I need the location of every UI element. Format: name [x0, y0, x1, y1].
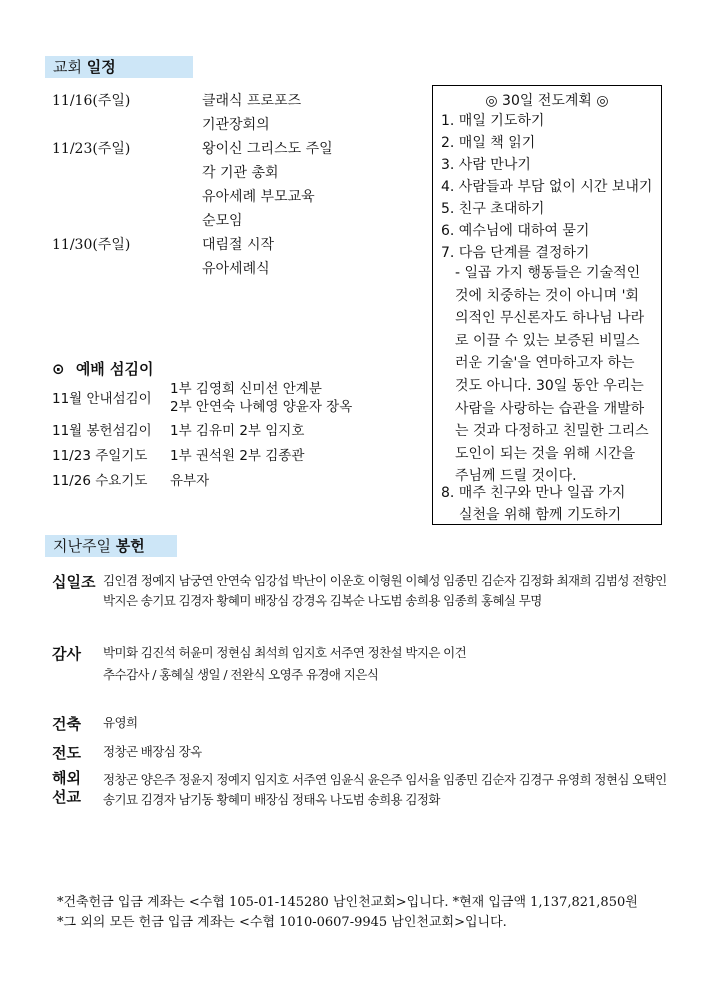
schedule-item: 왕이신 그리스도 주일 [202, 141, 333, 157]
schedule-item: 순모임 [202, 213, 243, 229]
schedule-date: 11/30(주일) [52, 237, 131, 253]
worship-names: 2부 안연숙 나혜영 양윤자 장옥 [170, 399, 353, 415]
offering-names: 김인겸 정예지 남궁연 안연숙 임강섭 박난이 이운호 이형원 이혜성 임종민 김순자 김정화 최재희 김범성 전향인 [103, 573, 667, 588]
offering-label-thanks: 감사 [52, 645, 81, 663]
offering-names: 박미화 김진석 허윤미 정현심 최석희 임지호 서주연 정찬설 박지은 이건 [103, 645, 467, 660]
worship-names: 1부 김영희 신미선 안계분 [170, 381, 322, 397]
plan-paragraph-line: 것도 아니다. 30일 동안 우리는 [455, 377, 644, 394]
offering-label-evangelism: 전도 [52, 744, 81, 762]
offering-names: 정창곤 양은주 정윤지 정예지 임지호 서주연 임윤식 윤은주 임서율 임종민 김순자 김경구 유영희 정현심 오택인 [103, 772, 667, 787]
plan-paragraph-line: 로 이끌 수 있는 보증된 비밀스 [455, 332, 640, 349]
plan-item-continuation: 실천을 위해 함께 기도하기 [459, 507, 622, 523]
offering-names: 송기묘 김경자 남기동 황혜미 배장심 정태옥 나도범 송희용 김정화 [103, 792, 440, 807]
offering-names: 유영희 [103, 715, 138, 730]
offering-label-building: 건축 [52, 715, 81, 733]
plan-paragraph-line: 사람을 사랑하는 습관을 개발하 [455, 400, 645, 417]
offering-header-prefix: 지난주일 [53, 537, 111, 555]
offering-label-tithe: 십일조 [52, 573, 96, 591]
worship-label: 11월 봉헌섬김이 [52, 423, 152, 439]
plan-item: 4. 사람들과 부담 없이 시간 보내기 [441, 179, 653, 195]
plan-paragraph-line: 의적인 무신론자도 하나님 나라 [455, 310, 645, 327]
worship-servers-title [52, 358, 154, 379]
plan-paragraph-line: 주님께 드릴 것이다. [455, 468, 577, 485]
plan-paragraph-line: 러운 기술'을 연마하고자 하는 [455, 355, 635, 372]
schedule-item: 기관장회의 [202, 117, 270, 133]
worship-names: 1부 김유미 2부 임지호 [170, 423, 305, 439]
schedule-header [45, 56, 193, 78]
plan-item: 1. 매일 기도하기 [441, 113, 545, 129]
schedule-item: 유아세례 부모교육 [202, 189, 315, 205]
plan-item: 6. 예수님에 대하여 묻기 [441, 223, 590, 239]
schedule-date: 11/16(주일) [52, 93, 131, 109]
offering-header-bold: 봉헌 [115, 537, 145, 555]
plan-paragraph-line: 는 것과 다정하고 친밀한 그리스 [455, 423, 649, 440]
offering-header [45, 535, 177, 557]
plan-paragraph-line: - 일곱 가지 행동들은 기술적인 [455, 265, 641, 281]
schedule-header-bold: 일정 [86, 58, 116, 76]
general-account-note: *그 외의 모든 헌금 입금 계좌는 <수협 1010-0607-9945 남인천교회>입니다. [57, 915, 507, 930]
worship-label: 11월 안내섬김이 [52, 391, 152, 407]
schedule-date: 11/23(주일) [52, 141, 131, 157]
offering-names: 추수감사 / 홍혜실 생일 / 전완식 오영주 유경애 지은식 [103, 667, 379, 682]
worship-names: 유부자 [170, 473, 210, 489]
worship-label: 11/23 주일기도 [52, 448, 148, 464]
evangelism-plan-box [432, 85, 662, 525]
circle-dot-icon: ⊙ [52, 360, 65, 378]
building-account-note: *건축헌금 입금 계좌는 <수협 105-01-145280 남인천교회>입니다. *현재 입금액 1,137,821,850원 [57, 895, 638, 910]
plan-item: 3. 사람 만나기 [441, 157, 531, 173]
schedule-item: 각 기관 총회 [202, 165, 279, 181]
plan-paragraph [455, 262, 655, 488]
plan-item: 7. 다음 단계를 결정하기 [441, 245, 590, 261]
plan-item: 5. 친구 초대하기 [441, 201, 545, 217]
schedule-item: 유아세례식 [202, 261, 270, 277]
offering-names: 박지은 송기묘 김경자 황혜미 배장심 강경옥 김복순 나도범 송희용 임종희 홍혜실 무명 [103, 593, 542, 608]
worship-label: 11/26 수요기도 [52, 473, 148, 489]
plan-paragraph-line: 도인이 되는 것을 위해 시간을 [455, 445, 636, 462]
plan-paragraph-line: 것에 치중하는 것이 아니며 '회 [455, 287, 639, 304]
schedule-header-prefix: 교회 [53, 58, 82, 76]
schedule-item: 대림절 시작 [202, 237, 275, 253]
offering-names: 정창곤 배장심 장옥 [103, 744, 202, 759]
offering-label-missions: 해외 선교 [52, 769, 81, 806]
plan-item: 2. 매일 책 읽기 [441, 135, 536, 151]
plan-item: 8. 매주 친구와 만나 일곱 가지 [441, 485, 626, 501]
worship-title-text: 예배 섬김이 [75, 360, 154, 378]
plan-title: ◎ 30일 전도계획 ◎ [485, 93, 609, 109]
worship-names: 1부 권석원 2부 김종관 [170, 448, 305, 464]
schedule-item: 클래식 프로포즈 [202, 93, 302, 109]
